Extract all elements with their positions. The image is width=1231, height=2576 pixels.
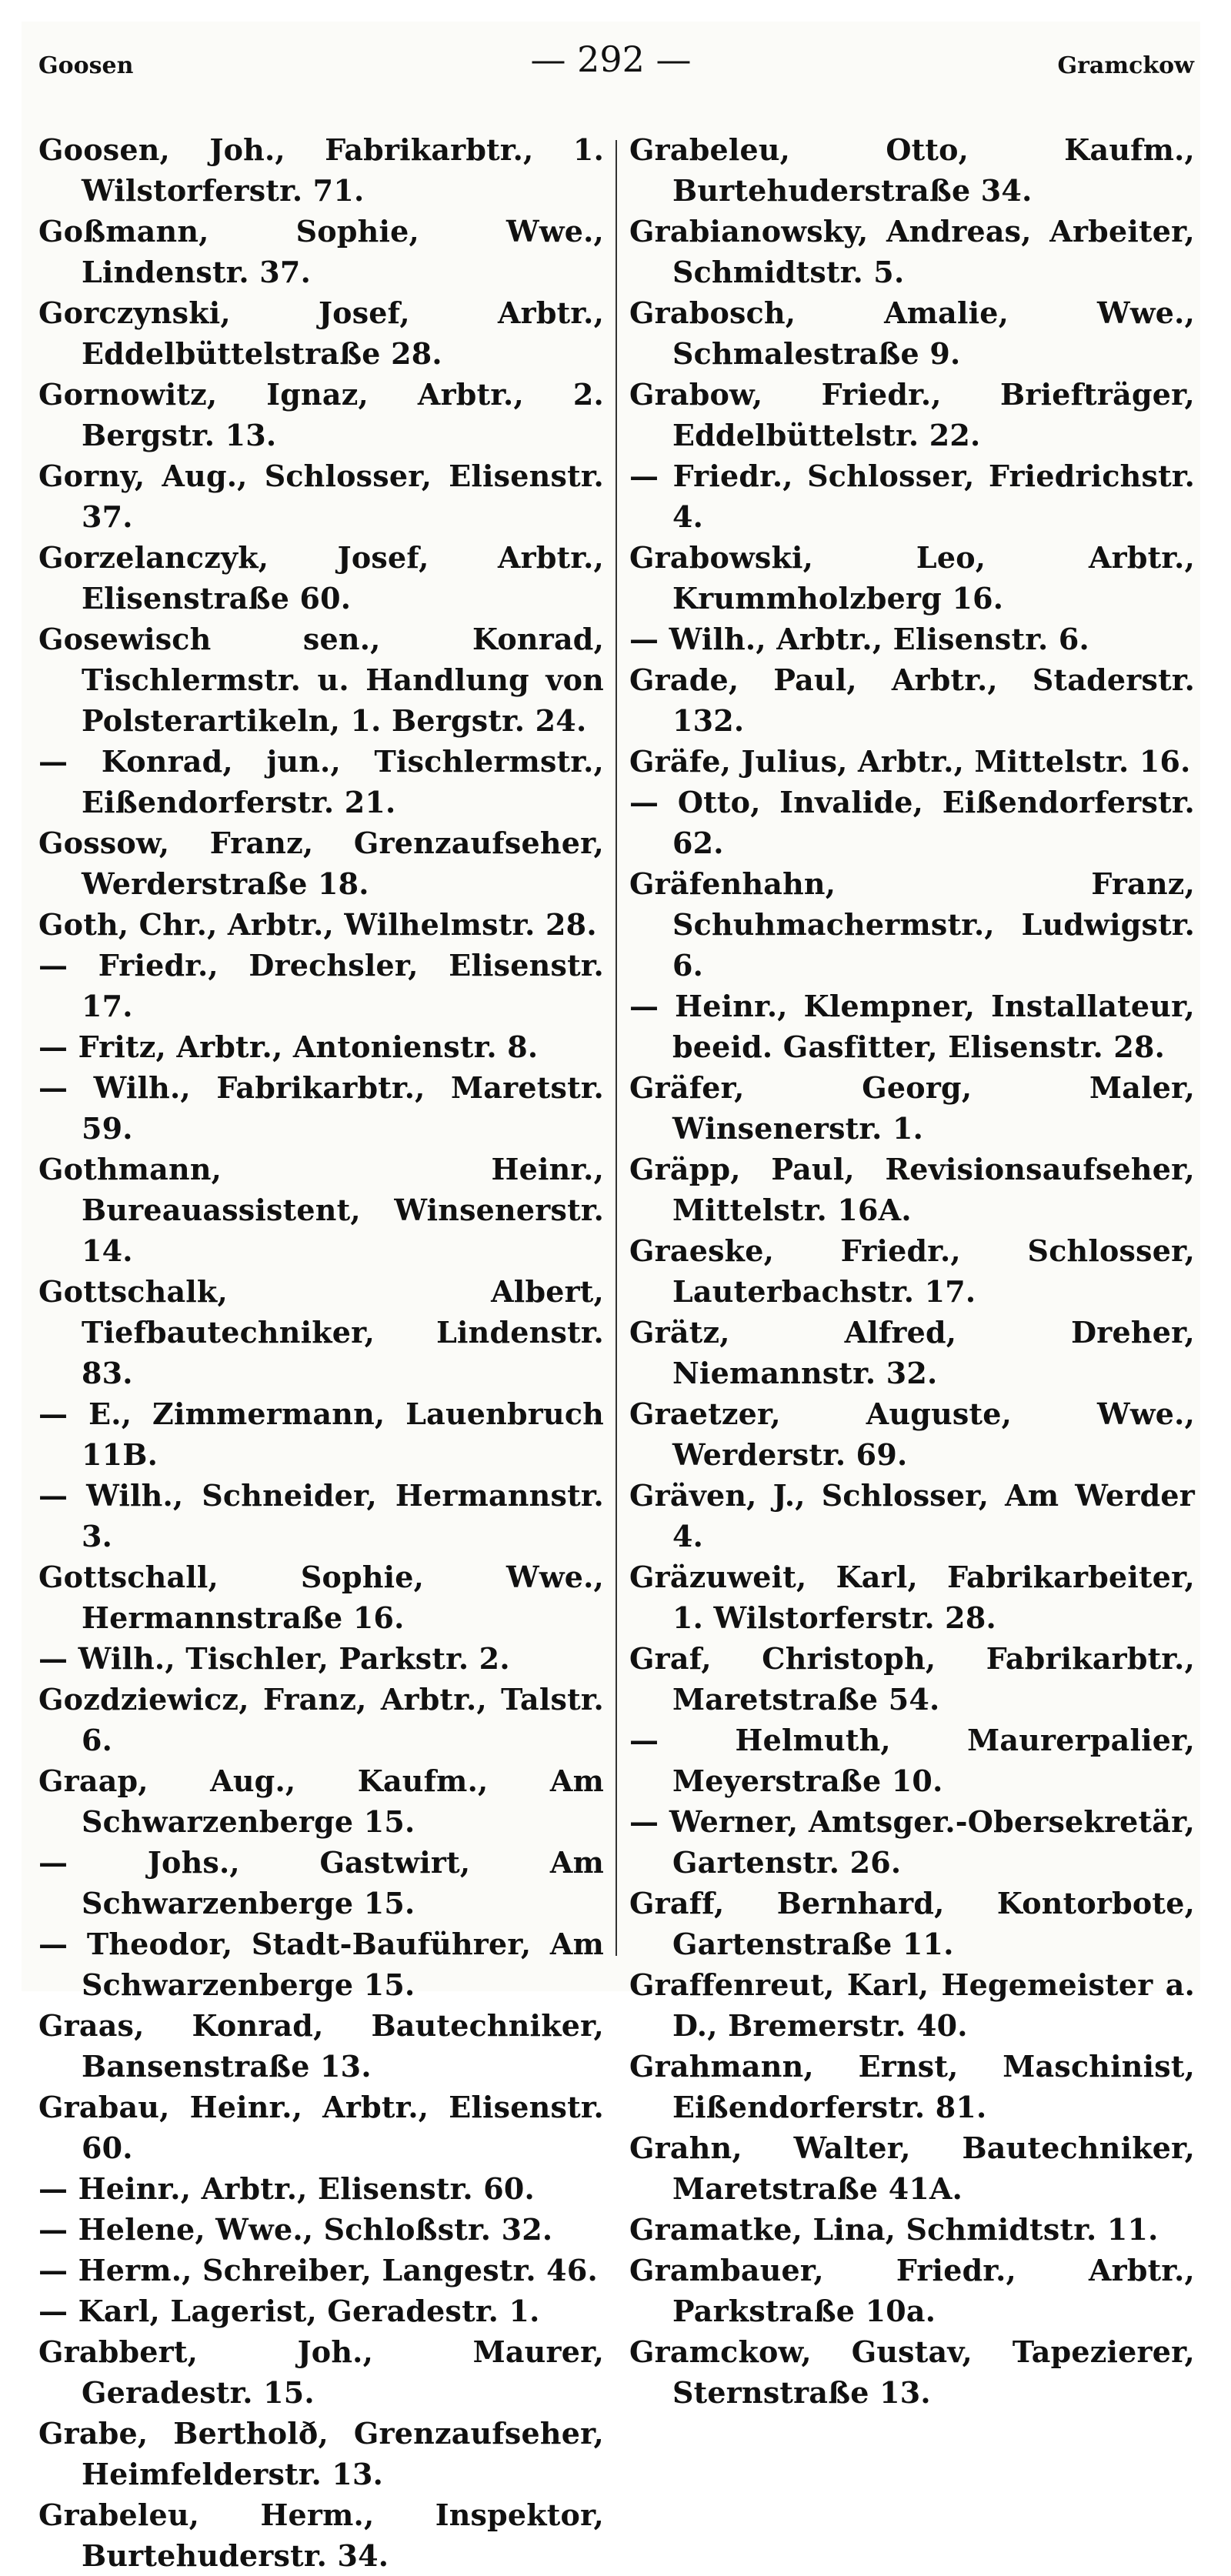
directory-entry: Grade, Paul, Arbtr., Staderstr. 132. — [629, 662, 1195, 738]
directory-entry: Grätz, Alfred, Dreher, Niemannstr. 32. — [629, 1315, 1195, 1390]
directory-entry: Gräfe, Julius, Arbtr., Mittelstr. 16. — [629, 744, 1191, 779]
directory-entry: — Friedr., Drechsler, Elisenstr. 17. — [38, 948, 604, 1023]
directory-entry: — Helmuth, Maurerpalier, Meyerstraße 10. — [629, 1723, 1195, 1798]
column-divider — [616, 140, 617, 1956]
directory-entry: Grabbert, Joh., Maurer, Geradestr. 15. — [38, 2334, 604, 2410]
directory-entry: — Johs., Gastwirt, Am Schwarzenberge 15. — [38, 1845, 604, 1920]
directory-entry: Grabianowsky, Andreas, Arbeiter, Schmidtstr. 5. — [629, 214, 1195, 289]
directory-entry: Gorczynski, Josef, Arbtr., Eddelbüttelstraße 28. — [38, 295, 604, 371]
directory-entry: Graff, Bernhard, Kontorbote, Gartenstraße 11. — [629, 1886, 1195, 1961]
directory-entry: Goosen, Joh., Fabrikarbtr., 1. Wilstorferstr. 71. — [38, 132, 604, 208]
directory-entry: — Otto, Invalide, Eißendorferstr. 62. — [629, 785, 1195, 860]
directory-entry: Graffenreut, Karl, Hegemeister a. D., Bremerstr. 40. — [629, 1967, 1195, 2043]
left-column — [38, 129, 604, 2576]
directory-entry: Gottschall, Sophie, Wwe., Hermannstraße 16. — [38, 1560, 604, 1635]
directory-entry: Grahn, Walter, Bautechniker, Maretstraße 41A. — [629, 2131, 1195, 2206]
page-header — [22, 22, 1200, 92]
directory-entry: Gosewisch sen., Konrad, Tischlermstr. u. Handlung von Polsterartikeln, 1. Bergstr. 24. — [38, 622, 604, 738]
directory-entry: Grabosch, Amalie, Wwe., Schmalestraße 9. — [629, 295, 1195, 371]
directory-entry: — Fritz, Arbtr., Antonienstr. 8. — [38, 1029, 539, 1064]
directory-entry: — Wilh., Schneider, Hermannstr. 3. — [38, 1478, 604, 1553]
directory-entry: — Theodor, Stadt-Bauführer, Am Schwarzenberge 15. — [38, 1927, 604, 2002]
directory-entry: Grabe, Bertholð, Grenzaufseher, Heimfelderstr. 13. — [38, 2416, 604, 2491]
directory-entry: Graf, Christoph, Fabrikarbtr., Maretstraße 54. — [629, 1641, 1195, 1717]
directory-entry: Grabowski, Leo, Arbtr., Krummholzberg 16. — [629, 540, 1195, 616]
directory-entry: Gornowitz, Ignaz, Arbtr., 2. Bergstr. 13. — [38, 377, 604, 452]
directory-entry: Grabau, Heinr., Arbtr., Elisenstr. 60. — [38, 2090, 604, 2165]
directory-entry: Grabeleu, Otto, Kaufm., Burtehuderstraße 34. — [629, 132, 1195, 208]
directory-entry: Gräfenhahn, Franz, Schuhmachermstr., Ludwigstr. 6. — [629, 866, 1195, 983]
directory-entry: Graetzer, Auguste, Wwe., Werderstr. 69. — [629, 1396, 1195, 1472]
directory-entry: — Karl, Lagerist, Geradestr. 1. — [38, 2294, 540, 2328]
directory-entry: Gräpp, Paul, Revisionsaufseher, Mittelstr. 16A. — [629, 1152, 1195, 1227]
directory-page — [22, 22, 1200, 2573]
directory-entry: — Herm., Schreiber, Langestr. 46. — [38, 2253, 598, 2287]
directory-entry: Gothmann, Heinr., Bureauassistent, Winsenerstr. 14. — [38, 1152, 604, 1268]
directory-entry: Gräfer, Georg, Maler, Winsenerstr. 1. — [629, 1070, 1195, 1146]
header-last-entry: Gramckow — [1057, 52, 1194, 79]
directory-entry: — Wilh., Fabrikarbtr., Maretstr. 59. — [38, 1070, 604, 1146]
directory-entry: — Wilh., Tischler, Parkstr. 2. — [38, 1641, 510, 1676]
directory-entry: Graeske, Friedr., Schlosser, Lauterbachstr. 17. — [629, 1233, 1195, 1309]
directory-entry: Gramckow, Gustav, Tapezierer, Sternstraße 13. — [629, 2334, 1195, 2410]
directory-entry: Gorny, Aug., Schlosser, Elisenstr. 37. — [38, 459, 604, 534]
directory-entry: Grambauer, Friedr., Arbtr., Parkstraße 10a. — [629, 2253, 1195, 2328]
header-first-entry: Goosen — [38, 52, 134, 79]
directory-entry: — Konrad, jun., Tischlermstr., Eißendorferstr. 21. — [38, 744, 604, 819]
page-number: — 292 — — [530, 38, 692, 80]
directory-entry: — Heinr., Klempner, Installateur, beeid. Gasfitter, Elisenstr. 28. — [629, 989, 1195, 1064]
right-column — [629, 129, 1195, 2413]
directory-entry: Gramatke, Lina, Schmidtstr. 11. — [629, 2212, 1159, 2247]
directory-entry: Gräven, J., Schlosser, Am Werder 4. — [629, 1478, 1195, 1553]
directory-entry: — Friedr., Schlosser, Friedrichstr. 4. — [629, 459, 1195, 534]
directory-entry: Grabeleu, Herm., Inspektor, Burtehuderstr. 34. — [38, 2498, 604, 2573]
directory-entry: Graas, Konrad, Bautechniker, Bansenstraße 13. — [38, 2008, 604, 2084]
directory-entry: Gossow, Franz, Grenzaufseher, Werderstraße 18. — [38, 826, 604, 901]
directory-entry: Gorzelanczyk, Josef, Arbtr., Elisenstraße 60. — [38, 540, 604, 616]
directory-entry: Grabow, Friedr., Briefträger, Eddelbüttelstr. 22. — [629, 377, 1195, 452]
directory-entry: — Werner, Amtsger.-Obersekretär, Gartenstr. 26. — [629, 1804, 1195, 1880]
directory-entry: — Wilh., Arbtr., Elisenstr. 6. — [629, 622, 1089, 656]
directory-columns — [22, 129, 1200, 2573]
directory-entry: — E., Zimmermann, Lauenbruch 11B. — [38, 1396, 604, 1472]
directory-entry: Gräzuweit, Karl, Fabrikarbeiter, 1. Wilstorferstr. 28. — [629, 1560, 1195, 1635]
directory-entry: Goßmann, Sophie, Wwe., Lindenstr. 37. — [38, 214, 604, 289]
directory-entry: — Helene, Wwe., Schloßstr. 32. — [38, 2212, 553, 2247]
directory-entry: Goth, Chr., Arbtr., Wilhelmstr. 28. — [38, 907, 597, 942]
directory-entry: Gottschalk, Albert, Tiefbautechniker, Lindenstr. 83. — [38, 1274, 604, 1390]
directory-entry: Grahmann, Ernst, Maschinist, Eißendorferstr. 81. — [629, 2049, 1195, 2124]
directory-entry: — Heinr., Arbtr., Elisenstr. 60. — [38, 2171, 535, 2206]
directory-entry: Gozdziewicz, Franz, Arbtr., Talstr. 6. — [38, 1682, 604, 1757]
directory-entry: Graap, Aug., Kaufm., Am Schwarzenberge 15. — [38, 1763, 604, 1839]
